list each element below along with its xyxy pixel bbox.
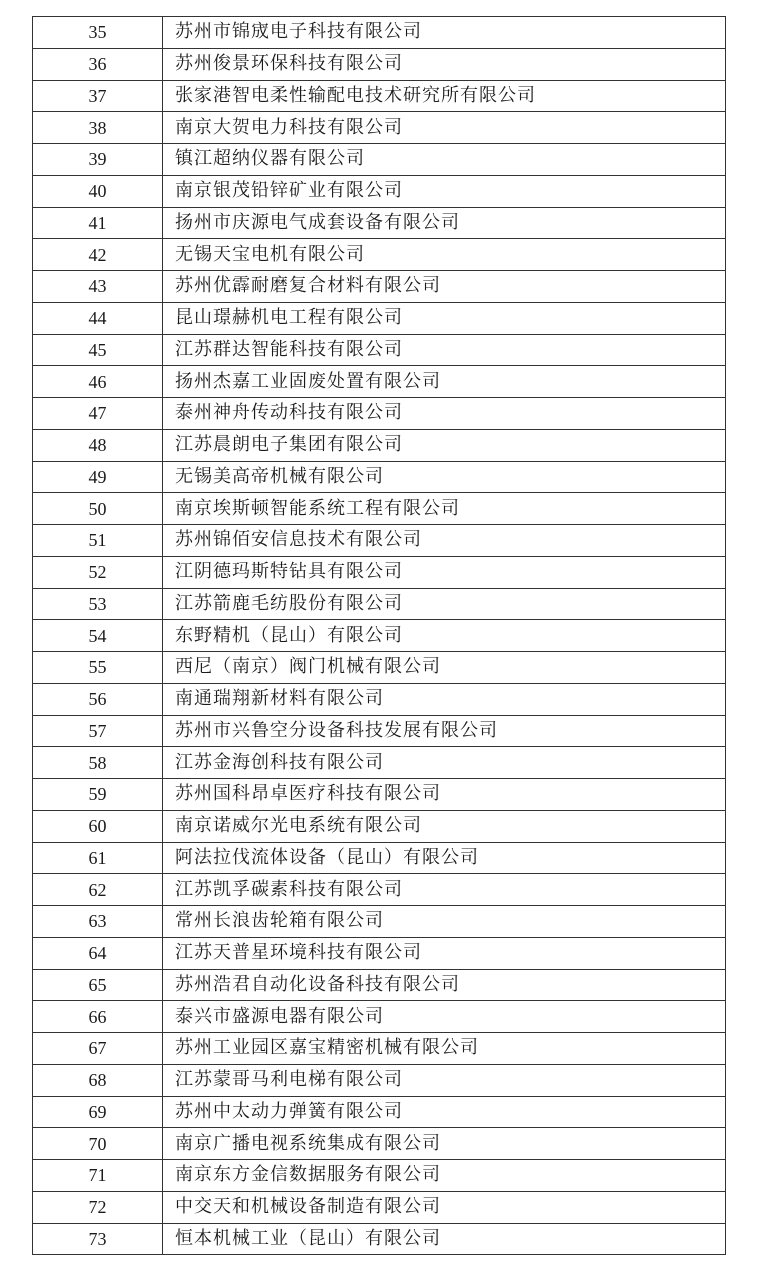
table-row bbox=[33, 80, 726, 112]
table-row bbox=[33, 556, 726, 588]
table-row bbox=[33, 493, 726, 525]
company-name-cell: 东野精机（昆山）有限公司 bbox=[163, 620, 726, 652]
table-row bbox=[33, 112, 726, 144]
company-name-cell: 南通瑞翔新材料有限公司 bbox=[163, 683, 726, 715]
row-number-cell: 49 bbox=[33, 461, 163, 493]
row-number-cell: 66 bbox=[33, 1001, 163, 1033]
row-number-cell: 48 bbox=[33, 429, 163, 461]
table-row bbox=[33, 969, 726, 1001]
table-row bbox=[33, 334, 726, 366]
table-row bbox=[33, 144, 726, 176]
company-name-cell: 西尼（南京）阀门机械有限公司 bbox=[163, 652, 726, 684]
company-name-cell: 扬州市庆源电气成套设备有限公司 bbox=[163, 207, 726, 239]
company-name-cell: 南京广播电视系统集成有限公司 bbox=[163, 1128, 726, 1160]
table-row bbox=[33, 937, 726, 969]
row-number-cell: 64 bbox=[33, 937, 163, 969]
table-row bbox=[33, 17, 726, 49]
row-number-cell: 36 bbox=[33, 48, 163, 80]
row-number-cell: 47 bbox=[33, 398, 163, 430]
row-number-cell: 45 bbox=[33, 334, 163, 366]
row-number-cell: 65 bbox=[33, 969, 163, 1001]
table-row bbox=[33, 810, 726, 842]
row-number-cell: 42 bbox=[33, 239, 163, 271]
row-number-cell: 54 bbox=[33, 620, 163, 652]
row-number-cell: 58 bbox=[33, 747, 163, 779]
row-number-cell: 39 bbox=[33, 144, 163, 176]
company-name-cell: 江苏蒙哥马利电梯有限公司 bbox=[163, 1064, 726, 1096]
company-name-cell: 江苏金海创科技有限公司 bbox=[163, 747, 726, 779]
company-name-cell: 苏州工业园区嘉宝精密机械有限公司 bbox=[163, 1033, 726, 1065]
table-row bbox=[33, 588, 726, 620]
table-row bbox=[33, 906, 726, 938]
table-row bbox=[33, 271, 726, 303]
row-number-cell: 70 bbox=[33, 1128, 163, 1160]
company-name-cell: 苏州俊景环保科技有限公司 bbox=[163, 48, 726, 80]
company-name-cell: 无锡美高帝机械有限公司 bbox=[163, 461, 726, 493]
table-row bbox=[33, 1033, 726, 1065]
table-row bbox=[33, 525, 726, 557]
table-row bbox=[33, 779, 726, 811]
company-name-cell: 南京诺威尔光电系统有限公司 bbox=[163, 810, 726, 842]
table-row bbox=[33, 1191, 726, 1223]
table-row bbox=[33, 461, 726, 493]
row-number-cell: 50 bbox=[33, 493, 163, 525]
company-name-cell: 江苏凯孚碳素科技有限公司 bbox=[163, 874, 726, 906]
table-row bbox=[33, 175, 726, 207]
table-row bbox=[33, 1223, 726, 1255]
table-row bbox=[33, 1001, 726, 1033]
company-name-cell: 常州长浪齿轮箱有限公司 bbox=[163, 906, 726, 938]
row-number-cell: 59 bbox=[33, 779, 163, 811]
row-number-cell: 68 bbox=[33, 1064, 163, 1096]
table-row bbox=[33, 239, 726, 271]
company-name-cell: 苏州市锦宬电子科技有限公司 bbox=[163, 17, 726, 49]
row-number-cell: 69 bbox=[33, 1096, 163, 1128]
company-name-cell: 江苏箭鹿毛纺股份有限公司 bbox=[163, 588, 726, 620]
table-row bbox=[33, 1064, 726, 1096]
table-row bbox=[33, 874, 726, 906]
company-name-cell: 阿法拉伐流体设备（昆山）有限公司 bbox=[163, 842, 726, 874]
company-name-cell: 苏州浩君自动化设备科技有限公司 bbox=[163, 969, 726, 1001]
company-name-cell: 苏州中太动力弹簧有限公司 bbox=[163, 1096, 726, 1128]
company-name-cell: 泰州神舟传动科技有限公司 bbox=[163, 398, 726, 430]
row-number-cell: 56 bbox=[33, 683, 163, 715]
company-name-cell: 南京银茂铅锌矿业有限公司 bbox=[163, 175, 726, 207]
company-name-cell: 镇江超纳仪器有限公司 bbox=[163, 144, 726, 176]
row-number-cell: 37 bbox=[33, 80, 163, 112]
row-number-cell: 73 bbox=[33, 1223, 163, 1255]
row-number-cell: 51 bbox=[33, 525, 163, 557]
table-row bbox=[33, 1128, 726, 1160]
company-name-cell: 张家港智电柔性输配电技术研究所有限公司 bbox=[163, 80, 726, 112]
company-name-cell: 江苏晨朗电子集团有限公司 bbox=[163, 429, 726, 461]
company-name-cell: 扬州杰嘉工业固废处置有限公司 bbox=[163, 366, 726, 398]
table-row bbox=[33, 747, 726, 779]
row-number-cell: 61 bbox=[33, 842, 163, 874]
company-name-cell: 江苏天普星环境科技有限公司 bbox=[163, 937, 726, 969]
company-name-cell: 恒本机械工业（昆山）有限公司 bbox=[163, 1223, 726, 1255]
company-name-cell: 苏州国科昂卓医疗科技有限公司 bbox=[163, 779, 726, 811]
table-row bbox=[33, 207, 726, 239]
company-name-cell: 昆山璟赫机电工程有限公司 bbox=[163, 302, 726, 334]
row-number-cell: 38 bbox=[33, 112, 163, 144]
row-number-cell: 46 bbox=[33, 366, 163, 398]
company-name-cell: 苏州市兴鲁空分设备科技发展有限公司 bbox=[163, 715, 726, 747]
company-name-cell: 中交天和机械设备制造有限公司 bbox=[163, 1191, 726, 1223]
company-name-cell: 泰兴市盛源电器有限公司 bbox=[163, 1001, 726, 1033]
company-name-cell: 南京埃斯顿智能系统工程有限公司 bbox=[163, 493, 726, 525]
row-number-cell: 41 bbox=[33, 207, 163, 239]
row-number-cell: 63 bbox=[33, 906, 163, 938]
table-row bbox=[33, 302, 726, 334]
table-row bbox=[33, 683, 726, 715]
table-row bbox=[33, 48, 726, 80]
company-list-table-wrapper bbox=[32, 16, 726, 1255]
row-number-cell: 60 bbox=[33, 810, 163, 842]
table-row bbox=[33, 366, 726, 398]
row-number-cell: 55 bbox=[33, 652, 163, 684]
table-row bbox=[33, 715, 726, 747]
table-row bbox=[33, 620, 726, 652]
company-name-cell: 南京大贺电力科技有限公司 bbox=[163, 112, 726, 144]
row-number-cell: 72 bbox=[33, 1191, 163, 1223]
table-row bbox=[33, 398, 726, 430]
row-number-cell: 43 bbox=[33, 271, 163, 303]
row-number-cell: 53 bbox=[33, 588, 163, 620]
company-list-table bbox=[32, 16, 726, 1255]
row-number-cell: 52 bbox=[33, 556, 163, 588]
table-row bbox=[33, 1160, 726, 1192]
company-name-cell: 苏州优霹耐磨复合材料有限公司 bbox=[163, 271, 726, 303]
table-row bbox=[33, 842, 726, 874]
row-number-cell: 35 bbox=[33, 17, 163, 49]
row-number-cell: 71 bbox=[33, 1160, 163, 1192]
table-row bbox=[33, 652, 726, 684]
table-row bbox=[33, 429, 726, 461]
company-name-cell: 南京东方金信数据服务有限公司 bbox=[163, 1160, 726, 1192]
row-number-cell: 44 bbox=[33, 302, 163, 334]
row-number-cell: 57 bbox=[33, 715, 163, 747]
row-number-cell: 67 bbox=[33, 1033, 163, 1065]
company-name-cell: 江阴德玛斯特钻具有限公司 bbox=[163, 556, 726, 588]
table-body bbox=[33, 17, 726, 1255]
table-row bbox=[33, 1096, 726, 1128]
company-name-cell: 苏州锦佰安信息技术有限公司 bbox=[163, 525, 726, 557]
row-number-cell: 40 bbox=[33, 175, 163, 207]
company-name-cell: 江苏群达智能科技有限公司 bbox=[163, 334, 726, 366]
company-name-cell: 无锡天宝电机有限公司 bbox=[163, 239, 726, 271]
row-number-cell: 62 bbox=[33, 874, 163, 906]
